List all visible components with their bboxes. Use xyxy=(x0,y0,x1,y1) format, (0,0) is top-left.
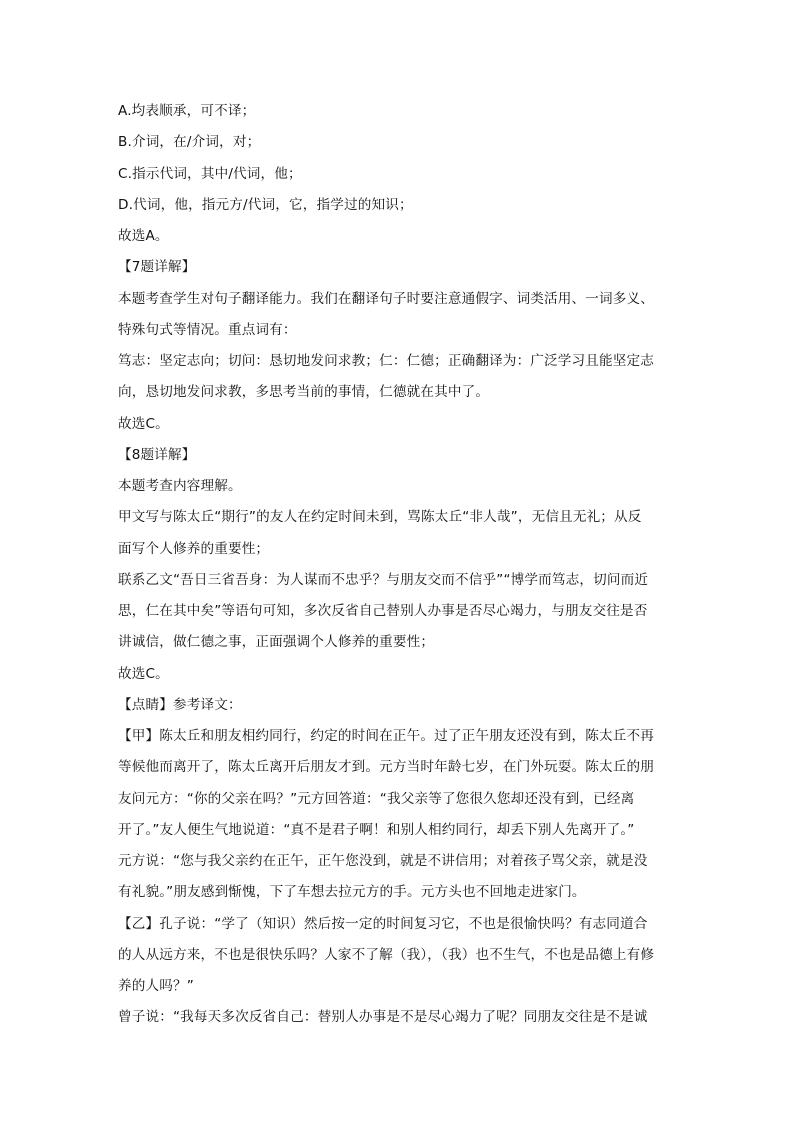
text-line: 友问元方：“你的父亲在吗？”元方回答道：“我父亲等了您很久您却还没有到，已经离 xyxy=(118,790,635,807)
text-line: C.指示代词，其中/代词，他； xyxy=(118,165,302,182)
text-line: D.代词，他，指元方/代词，它，指学过的知识； xyxy=(118,196,413,213)
text-line: 故选C。 xyxy=(118,665,169,682)
text-line: 的人从远方来，不也是很快乐吗？人家不了解（我），（我）也不生气，不也是品德上有修 xyxy=(118,946,655,963)
text-line: 元方说：“您与我父亲约在正午，正午您没到，就是不讲信用；对着孩子骂父亲，就是没 xyxy=(118,853,648,869)
document-body xyxy=(118,100,688,1038)
text-line: 【点睛】参考译文： xyxy=(118,696,242,713)
text-line: 讲诚信，做仁德之事，正面强调个人修养的重要性； xyxy=(118,634,435,651)
text-line: 故选A。 xyxy=(118,228,169,244)
text-line: 本题考查学生对句子翻译能力。我们在翻译句子时要注意通假字、词类活用、一词多义、 xyxy=(118,290,655,307)
text-line: 思，仁在其中矣”等语句可知，多次反省自己替别人办事是否尽心竭力，与朋友交往是否 xyxy=(118,603,648,619)
text-line: 向，恳切地发问求教，多思考当前的事情，仁德就在其中了。 xyxy=(118,384,490,401)
text-line: 笃志：坚定志向；切问：恳切地发问求教；仁：仁德；正确翻译为：广泛学习且能坚定志 xyxy=(118,353,655,369)
text-line: 甲文写与陈太丘“期行”的友人在约定时间未到，骂陈太丘“非人哉”，无信且无礼；从反 xyxy=(118,509,642,526)
text-line: 有礼貌。”朋友感到惭愧，下了车想去拉元方的手。元方头也不回地走进家门。 xyxy=(118,884,586,901)
text-line: 本题考查内容理解。 xyxy=(118,478,242,494)
text-line: 【乙】孔子说：“学了（知识）然后按一定的时间复习它，不也是很愉快吗？有志同道合 xyxy=(118,915,648,932)
text-line: 【8题详解】 xyxy=(118,446,196,463)
text-line: B.介词，在/介词，对； xyxy=(118,134,261,151)
text-line: 面写个人修养的重要性； xyxy=(118,540,270,557)
text-line: 养的人吗？” xyxy=(118,978,194,994)
text-line: 特殊句式等情况。重点词有： xyxy=(118,321,297,338)
text-line: 【甲】陈太丘和朋友相约同行，约定的时间在正午。过了正午朋友还没有到，陈太丘不再 xyxy=(118,728,655,744)
text-line: 故选C。 xyxy=(118,415,169,432)
text-line: 等候他而离开了，陈太丘离开后朋友才到。元方当时年龄七岁，在门外玩耍。陈太丘的朋 xyxy=(118,759,655,776)
text-line: A.均表顺承，可不译； xyxy=(118,103,256,119)
text-line: 【7题详解】 xyxy=(118,259,196,276)
text-line: 曾子说：“我每天多次反省自己：替别人办事是不是尽心竭力了呢？同朋友交往是不是诚 xyxy=(118,1009,648,1026)
text-line: 开了。”友人便生气地说道：“真不是君子啊！和别人相约同行，却丢下别人先离开了。” xyxy=(118,821,635,838)
text-line: 联系乙文“吾日三省吾身：为人谋而不忠乎？与朋友交而不信乎”“博学而笃志，切问而近 xyxy=(118,571,649,588)
